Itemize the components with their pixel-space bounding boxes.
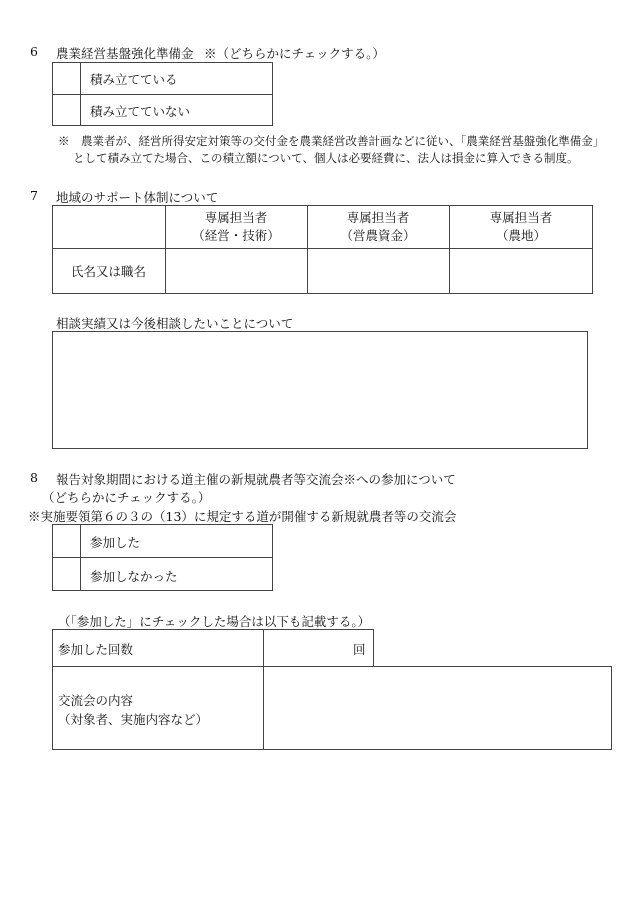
section-6-note-line2: として積み立てた場合、この積立額について、個人は必要経費に、法人は損金に算入できる制度。	[73, 151, 579, 165]
attendance-count-input[interactable]	[264, 630, 357, 666]
header-farmland-line1: 専属担当者	[489, 210, 553, 225]
section-6-instruction: ※（どちらかにチェックする。）	[204, 46, 385, 61]
section-8-number: 8	[30, 470, 38, 485]
section-8-instruction: （どちらかにチェックする。）	[42, 490, 211, 505]
section-8-footnote: ※実施要領第６の３の（13）に規定する道が開催する新規就農者等の交流会	[28, 509, 457, 524]
section-8-followup: （「参加した」にチェックした場合は以下も記載する。）	[58, 614, 371, 629]
exchange-content-input[interactable]	[264, 667, 611, 749]
header-funds-line2: （営農資金）	[340, 228, 416, 243]
section-7-title: 地域のサポート体制について	[56, 190, 219, 205]
checkbox-saving-yes[interactable]	[53, 63, 80, 94]
checkbox-saving-no[interactable]	[53, 95, 80, 125]
header-funds-line1: 専属担当者	[346, 210, 410, 225]
exchange-content-label-line1: 交流会の内容	[58, 693, 134, 708]
input-funds-name[interactable]	[308, 249, 449, 293]
header-mgmt-tech-line2: （経営・技術）	[192, 228, 280, 243]
section-8-title: 報告対象期間における道主催の新規就農者等交流会※への参加について	[56, 472, 456, 487]
option-not-attended-label: 参加しなかった	[90, 569, 178, 584]
consultation-label: 相談実績又は今後相談したいことについて	[56, 316, 294, 331]
header-farmland-line2: （農地）	[495, 228, 546, 243]
option-saving-yes-label: 積み立てている	[90, 72, 178, 87]
section-6-number: 6	[30, 44, 38, 59]
section-6-note-line1: ※ 農業者が、経営所得安定対策等の交付金を農業経営改善計画などに従い、「農業経営基盤強化準備金」	[58, 134, 605, 148]
attendance-count-label: 参加した回数	[58, 642, 134, 657]
row-label-name-or-title: 氏名又は職名	[70, 264, 146, 279]
checkbox-not-attended[interactable]	[53, 558, 80, 590]
option-attended-label: 参加した	[90, 535, 141, 550]
section-6-title: 農業経営基盤強化準備金	[56, 46, 194, 61]
input-farmland-name[interactable]	[450, 249, 592, 293]
attendance-count-unit: 回	[353, 642, 366, 657]
consultation-textarea[interactable]	[52, 331, 588, 449]
exchange-content-label-line2: （対象者、実施内容など）	[58, 712, 209, 727]
section-7-number: 7	[30, 188, 38, 203]
checkbox-attended[interactable]	[53, 525, 80, 557]
header-mgmt-tech-line1: 専属担当者	[204, 210, 268, 225]
option-saving-no-label: 積み立てていない	[90, 104, 191, 119]
input-mgmt-tech-name[interactable]	[166, 249, 307, 293]
